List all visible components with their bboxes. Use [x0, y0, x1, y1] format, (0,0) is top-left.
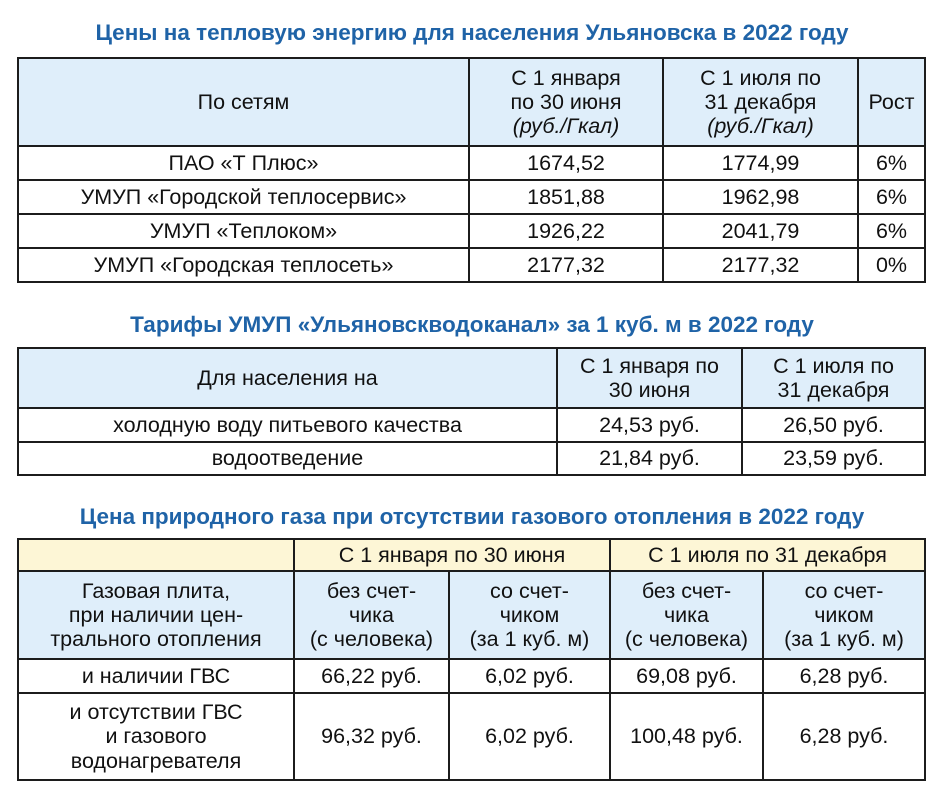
gas-row-value-a: 66,22 руб. — [294, 659, 449, 693]
water-tariff-table — [17, 347, 926, 476]
table-row — [18, 248, 925, 282]
water-row-name: водоотведение — [18, 442, 557, 475]
gas-price-table — [17, 538, 926, 781]
gas-header-no-meter-line3: (с человека) — [309, 627, 434, 652]
heat-row-growth: 6% — [858, 214, 925, 248]
gas-header-no-meter-2 — [610, 571, 763, 659]
gas-header-meter — [449, 571, 610, 659]
gas-header-no-meter-2-line1: без счет- — [641, 578, 732, 603]
heat-header-period1-line2: по 30 июня — [510, 89, 622, 114]
gas-table-title: Цена природного газа при отсутствии газового отопления в 2022 году — [79, 504, 865, 529]
heat-row-growth: 0% — [858, 248, 925, 282]
heat-header-period1-unit: (руб./Гкал) — [512, 114, 620, 139]
heat-row-period1: 1851,88 — [469, 180, 663, 214]
heat-row-growth: 6% — [858, 146, 925, 180]
water-row-period2: 26,50 руб. — [742, 408, 925, 442]
gas-row-value-d: 6,28 руб. — [763, 693, 925, 780]
water-header-label: Для населения на — [18, 348, 557, 408]
gas-header-no-meter-line1: без счет- — [326, 578, 417, 603]
heat-header-period1-line1: С 1 января — [511, 65, 621, 90]
heat-header-period2-line2: 31 декабря — [704, 89, 817, 114]
water-row-period2: 23,59 руб. — [742, 442, 925, 475]
gas-header-meter-line1: со счет- — [490, 578, 569, 603]
gas-header-no-meter-2-line3: (с человека) — [624, 627, 749, 652]
table-row — [18, 180, 925, 214]
gas-row-value-b: 6,02 руб. — [449, 693, 610, 780]
heat-row-growth: 6% — [858, 180, 925, 214]
heat-table-title: Цены на тепловую энергию для населения Ульяновска в 2022 году — [95, 20, 849, 45]
heat-header-period2-line1: С 1 июля по — [700, 65, 821, 90]
heat-row-name: УМУП «Теплоком» — [18, 214, 469, 248]
heat-row-period1: 1674,52 — [469, 146, 663, 180]
gas-header-label — [18, 571, 294, 659]
table-row — [18, 408, 925, 442]
heat-row-name: УМУП «Городская теплосеть» — [18, 248, 469, 282]
water-header-period1 — [557, 348, 742, 408]
gas-period-row — [18, 539, 925, 571]
heat-header-period2 — [663, 58, 858, 146]
water-header-period1-line1: С 1 января по — [579, 353, 719, 378]
table-row — [18, 693, 925, 780]
gas-row-name-line2: и газового — [105, 724, 207, 749]
gas-row-value-c: 100,48 руб. — [610, 693, 763, 780]
water-header-period2 — [742, 348, 925, 408]
water-table-title: Тарифы УМУП «Ульяновскводоканал» за 1 куб. м в 2022 году — [130, 312, 814, 337]
heat-header-network: По сетям — [18, 58, 469, 146]
heat-header-row — [18, 58, 925, 146]
table-row — [18, 442, 925, 475]
gas-header-meter-2-line2: чиком — [814, 602, 874, 627]
table-row — [18, 146, 925, 180]
table-row — [18, 659, 925, 693]
gas-header-period1: С 1 января по 30 июня — [294, 539, 610, 571]
gas-row-name-line1: и отсутствии ГВС — [69, 700, 243, 725]
gas-header-label-line1: Газовая плита, — [81, 578, 231, 603]
heat-row-period2: 1774,99 — [663, 146, 858, 180]
water-header-period1-line2: 30 июня — [608, 378, 691, 402]
heat-row-period2: 2177,32 — [663, 248, 858, 282]
gas-header-no-meter-2-line2: чика — [663, 602, 710, 627]
heat-row-period2: 1962,98 — [663, 180, 858, 214]
heat-row-period2: 2041,79 — [663, 214, 858, 248]
water-row-period1: 21,84 руб. — [557, 442, 742, 475]
gas-header-meter-2 — [763, 571, 925, 659]
gas-row-value-b: 6,02 руб. — [449, 659, 610, 693]
gas-header-empty-cell — [18, 539, 294, 571]
heat-row-name: УМУП «Городской теплосервис» — [18, 180, 469, 214]
gas-header-meter-2-line1: со счет- — [804, 578, 884, 603]
gas-row-name: и наличии ГВС — [18, 659, 294, 693]
gas-header-period2: С 1 июля по 31 декабря — [610, 539, 925, 571]
gas-row-value-c: 69,08 руб. — [610, 659, 763, 693]
gas-header-meter-line2: чиком — [499, 602, 560, 627]
heat-row-period1: 2177,32 — [469, 248, 663, 282]
water-row-name: холодную воду питьевого качества — [18, 408, 557, 442]
heat-row-period1: 1926,22 — [469, 214, 663, 248]
water-header-row — [18, 348, 925, 408]
gas-subheader-row — [18, 571, 925, 659]
water-header-period2-line2: 31 декабря — [777, 378, 890, 402]
gas-row-name — [18, 693, 294, 780]
table-row — [18, 214, 925, 248]
gas-header-label-line3: трального отопления — [50, 627, 262, 652]
heat-price-table — [17, 57, 926, 283]
heat-header-period1 — [469, 58, 663, 146]
gas-header-meter-2-line3: (за 1 куб. м) — [784, 627, 904, 652]
gas-header-meter-line3: (за 1 куб. м) — [469, 627, 590, 652]
gas-row-value-d: 6,28 руб. — [763, 659, 925, 693]
gas-row-value-a: 96,32 руб. — [294, 693, 449, 780]
heat-header-period2-unit: (руб./Гкал) — [707, 114, 814, 139]
water-header-period2-line1: С 1 июля по — [773, 353, 894, 378]
gas-header-label-line2: при наличии цен- — [68, 602, 244, 627]
gas-row-name-line3: водонагревателя — [70, 748, 242, 773]
heat-header-growth: Рост — [858, 58, 925, 146]
gas-header-no-meter-line2: чика — [348, 602, 395, 627]
heat-row-name: ПАО «Т Плюс» — [18, 146, 469, 180]
water-row-period1: 24,53 руб. — [557, 408, 742, 442]
gas-header-no-meter — [294, 571, 449, 659]
